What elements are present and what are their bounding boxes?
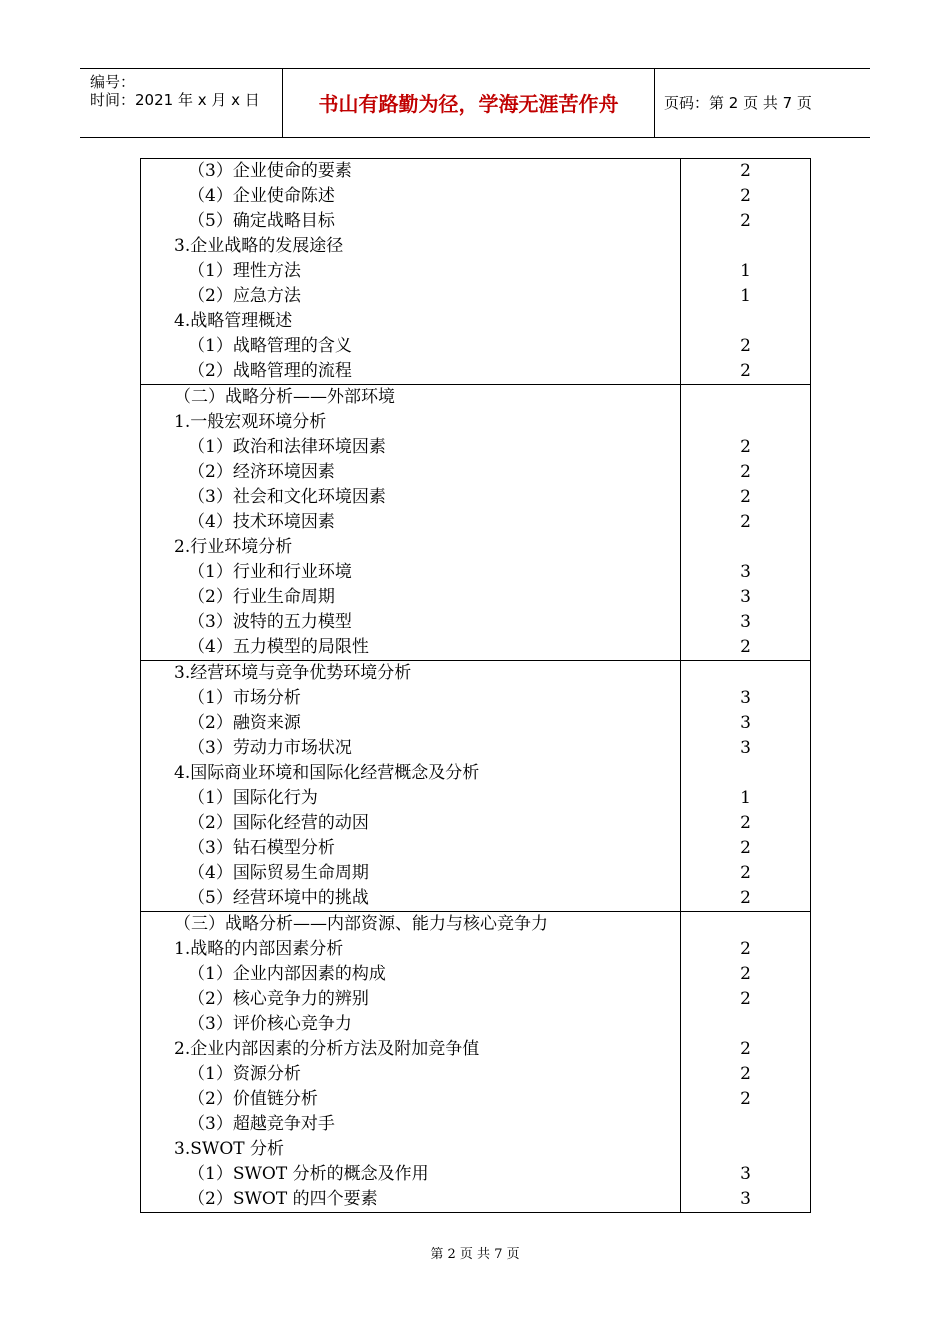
hours-value: 3 <box>740 587 751 607</box>
topic-line: （2）应急方法 <box>188 286 301 306</box>
topic-line: （1）理性方法 <box>188 261 301 281</box>
hours-value: 3 <box>740 562 751 582</box>
topic-line: （2）核心竞争力的辨别 <box>188 989 369 1009</box>
topic-line: （1）企业内部因素的构成 <box>188 964 386 984</box>
hours-value <box>681 761 810 786</box>
hours-value: 3 <box>740 612 751 632</box>
topic-line: （2）战略管理的流程 <box>188 361 352 381</box>
topic-line: （4）技术环境因素 <box>188 512 335 532</box>
topic-line: 1.一般宏观环境分析 <box>174 412 327 432</box>
hours-value: 1 <box>740 286 751 306</box>
hours-value: 2 <box>740 939 751 959</box>
topic-line: （2）行业生命周期 <box>188 587 335 607</box>
topic-line: （2）价值链分析 <box>188 1089 318 1109</box>
hours-value: 2 <box>740 863 751 883</box>
topic-line: （4）五力模型的局限性 <box>188 637 369 657</box>
topic-line: （5）经营环境中的挑战 <box>188 888 369 908</box>
syllabus-table-body <box>141 159 811 1213</box>
topic-line: 3.经营环境与竞争优势环境分析 <box>174 663 412 683</box>
syllabus-table <box>140 158 811 1213</box>
hours-value <box>681 309 810 334</box>
topic-line: 4.战略管理概述 <box>174 311 293 331</box>
hours-value <box>681 1112 810 1137</box>
topics-cell <box>141 912 681 1213</box>
hours-value <box>681 1137 810 1162</box>
page-footer: 第 2 页 共 7 页 <box>430 1247 520 1262</box>
hours-value: 2 <box>740 888 751 908</box>
hours-value: 2 <box>740 161 751 181</box>
hours-value: 1 <box>740 261 751 281</box>
hours-value <box>681 385 810 410</box>
hours-value: 3 <box>740 688 751 708</box>
motto-text: 书山有路勤为径，学海无涯苦作舟 <box>318 92 619 116</box>
hours-value: 2 <box>740 462 751 482</box>
topic-line: （1）政治和法律环境因素 <box>188 437 386 457</box>
table-row <box>141 912 811 1213</box>
header-meta-cell <box>80 69 283 137</box>
topic-line: （3）社会和文化环境因素 <box>188 487 386 507</box>
hours-value: 2 <box>740 1089 751 1109</box>
topic-line: 2.企业内部因素的分析方法及附加竞争值 <box>174 1039 480 1059</box>
hours-cell <box>681 159 811 385</box>
hours-value <box>681 661 810 686</box>
hours-value: 3 <box>740 713 751 733</box>
hours-value: 2 <box>740 361 751 381</box>
hours-cell <box>681 661 811 912</box>
hours-value: 2 <box>740 186 751 206</box>
topics-cell <box>141 385 681 661</box>
hours-value <box>681 1012 810 1037</box>
hours-value: 2 <box>740 964 751 984</box>
topic-line: （2）经济环境因素 <box>188 462 335 482</box>
topic-line: 4.国际商业环境和国际化经营概念及分析 <box>174 763 480 783</box>
topic-line: （2）SWOT 的四个要素 <box>188 1189 378 1209</box>
time-label: 时间：2021 年 x 月 x 日 <box>90 91 260 109</box>
table-row <box>141 661 811 912</box>
topic-line: （5）确定战略目标 <box>188 211 335 231</box>
hours-value: 2 <box>740 211 751 231</box>
topic-line: 3.企业战略的发展途径 <box>174 236 344 256</box>
hours-value: 2 <box>740 989 751 1009</box>
topic-line: （1）行业和行业环境 <box>188 562 352 582</box>
hours-value <box>681 234 810 259</box>
topic-line: 1.战略的内部因素分析 <box>174 939 344 959</box>
page-info: 页码：第 2 页 共 7 页 <box>664 94 812 112</box>
hours-value: 2 <box>740 437 751 457</box>
hours-cell <box>681 912 811 1213</box>
topic-line: （4）国际贸易生命周期 <box>188 863 369 883</box>
topic-line: （1）战略管理的含义 <box>188 336 352 356</box>
hours-value: 2 <box>740 637 751 657</box>
hours-value <box>681 410 810 435</box>
hours-value: 2 <box>740 1064 751 1084</box>
hours-value: 2 <box>740 813 751 833</box>
document-header <box>80 68 870 138</box>
topic-line: （3）钻石模型分析 <box>188 838 335 858</box>
hours-value: 2 <box>740 1039 751 1059</box>
topic-line: （二）战略分析——外部环境 <box>174 387 395 407</box>
number-label: 编号： <box>90 73 136 91</box>
topic-line: （1）SWOT 分析的概念及作用 <box>188 1164 429 1184</box>
header-page-cell <box>655 69 870 137</box>
table-row <box>141 159 811 385</box>
topic-line: （1）资源分析 <box>188 1064 301 1084</box>
hours-value <box>681 535 810 560</box>
topic-line: （3）超越竞争对手 <box>188 1114 335 1134</box>
topic-line: （4）企业使命陈述 <box>188 186 335 206</box>
topic-line: （2）融资来源 <box>188 713 301 733</box>
topic-line: （1）市场分析 <box>188 688 301 708</box>
hours-value: 2 <box>740 336 751 356</box>
topic-line: （2）国际化经营的动因 <box>188 813 369 833</box>
topic-line: （3）评价核心竞争力 <box>188 1014 352 1034</box>
topic-line: 2.行业环境分析 <box>174 537 293 557</box>
hours-value: 3 <box>740 1164 751 1184</box>
hours-value <box>681 912 810 937</box>
hours-value: 2 <box>740 838 751 858</box>
hours-value: 3 <box>740 1189 751 1209</box>
topic-line: （3）波特的五力模型 <box>188 612 352 632</box>
header-motto-cell <box>283 69 655 137</box>
topic-line: （3）企业使命的要素 <box>188 161 352 181</box>
topics-cell <box>141 661 681 912</box>
topics-cell <box>141 159 681 385</box>
hours-value: 1 <box>740 788 751 808</box>
topic-line: （1）国际化行为 <box>188 788 318 808</box>
hours-cell <box>681 385 811 661</box>
topic-line: （三）战略分析——内部资源、能力与核心竞争力 <box>174 914 548 934</box>
topic-line: 3.SWOT 分析 <box>174 1139 285 1159</box>
hours-value: 2 <box>740 512 751 532</box>
table-row <box>141 385 811 661</box>
hours-value: 2 <box>740 487 751 507</box>
topic-line: （3）劳动力市场状况 <box>188 738 352 758</box>
hours-value: 3 <box>740 738 751 758</box>
